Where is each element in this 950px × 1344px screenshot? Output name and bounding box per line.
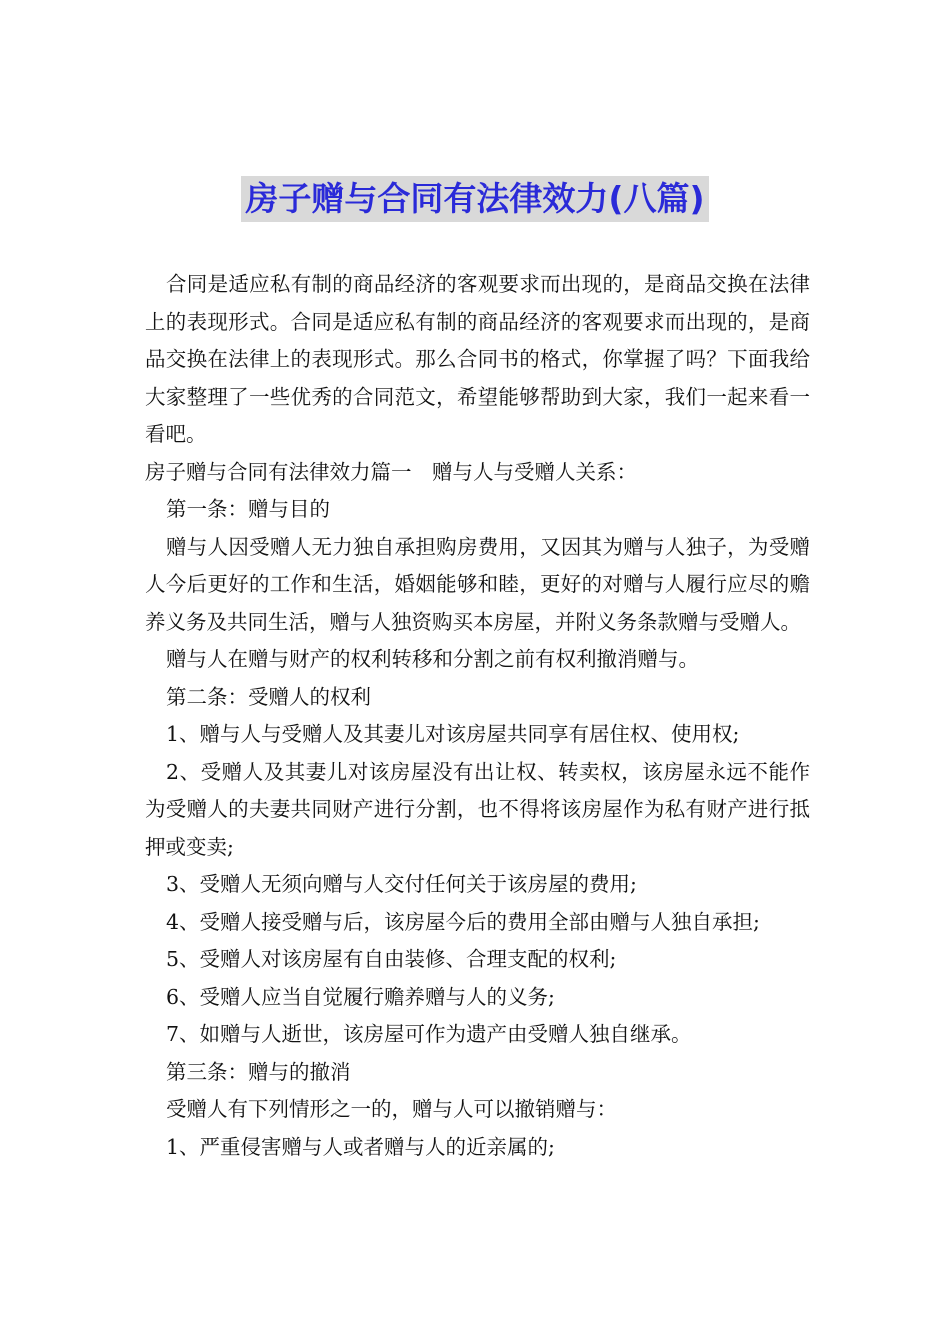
paragraph-article-2-item-6: 6、受赠人应当自觉履行赡养赠与人的义务; xyxy=(166,984,555,1009)
paragraph-article-1: 第一条：赠与目的 xyxy=(166,497,330,521)
paragraph-section-heading: 房子赠与合同有法律效力篇一 赠与人与受赠人关系： xyxy=(145,459,637,484)
paragraph-article-3-item-1: 1、严重侵害赠与人或者赠与人的近亲属的; xyxy=(166,1134,555,1159)
paragraph-article-2-item-3: 3、受赠人无须向赠与人交付任何关于该房屋的费用; xyxy=(166,872,637,896)
paragraph-article-2-item-5: 5、受赠人对该房屋有自由装修、合理支配的权利; xyxy=(166,947,617,971)
paragraph-article-2-item-7: 7、如赠与人逝世，该房屋可作为遗产由受赠人独自继承。 xyxy=(166,1022,692,1046)
paragraph-article-2-item-1: 1、赠与人与受赠人及其妻儿对该房屋共同享有居住权、使用权; xyxy=(166,722,740,746)
paragraph-article-2-item-4: 4、受赠人接受赠与后，该房屋今后的费用全部由赠与人独自承担; xyxy=(166,909,760,934)
paragraph-article-3-intro: 受赠人有下列情形之一的，赠与人可以撤销赠与： xyxy=(166,1097,617,1121)
paragraph-article-1-revoke: 赠与人在赠与财产的权利转移和分割之前有权利撤消赠与。 xyxy=(166,647,699,671)
document-body xyxy=(145,266,810,1166)
paragraph-intro: 合同是适应私有制的商品经济的客观要求而出现的，是商品交换在法律上的表现形式。合同是适应私有制的商品经济的客观要求而出现的，是商品交换在法律上的表现形式。那么合同书的格式，你掌握了吗？下面我给大家整理了一些优秀的合同范文，希望能够帮助到大家，我们一起来看一看吧。 xyxy=(145,272,810,446)
title-container xyxy=(0,176,950,222)
paragraph-article-2-item-2: 2、受赠人及其妻儿对该房屋没有出让权、转卖权，该房屋永远不能作为受赠人的夫妻共同财产进行分割，也不得将该房屋作为私有财产进行抵押或变卖; xyxy=(145,759,810,859)
document-title: 房子赠与合同有法律效力(八篇) xyxy=(241,176,708,222)
paragraph-article-3: 第三条：赠与的撤消 xyxy=(166,1059,351,1084)
paragraph-article-2: 第二条：受赠人的权利 xyxy=(166,684,371,709)
paragraph-article-1-body: 赠与人因受赠人无力独自承担购房费用，又因其为赠与人独子，为受赠人今后更好的工作和生活，婚姻能够和睦，更好的对赠与人履行应尽的赡养义务及共同生活，赠与人独资购买本房屋，并附义务条款赠与受赠人。 xyxy=(145,534,810,634)
